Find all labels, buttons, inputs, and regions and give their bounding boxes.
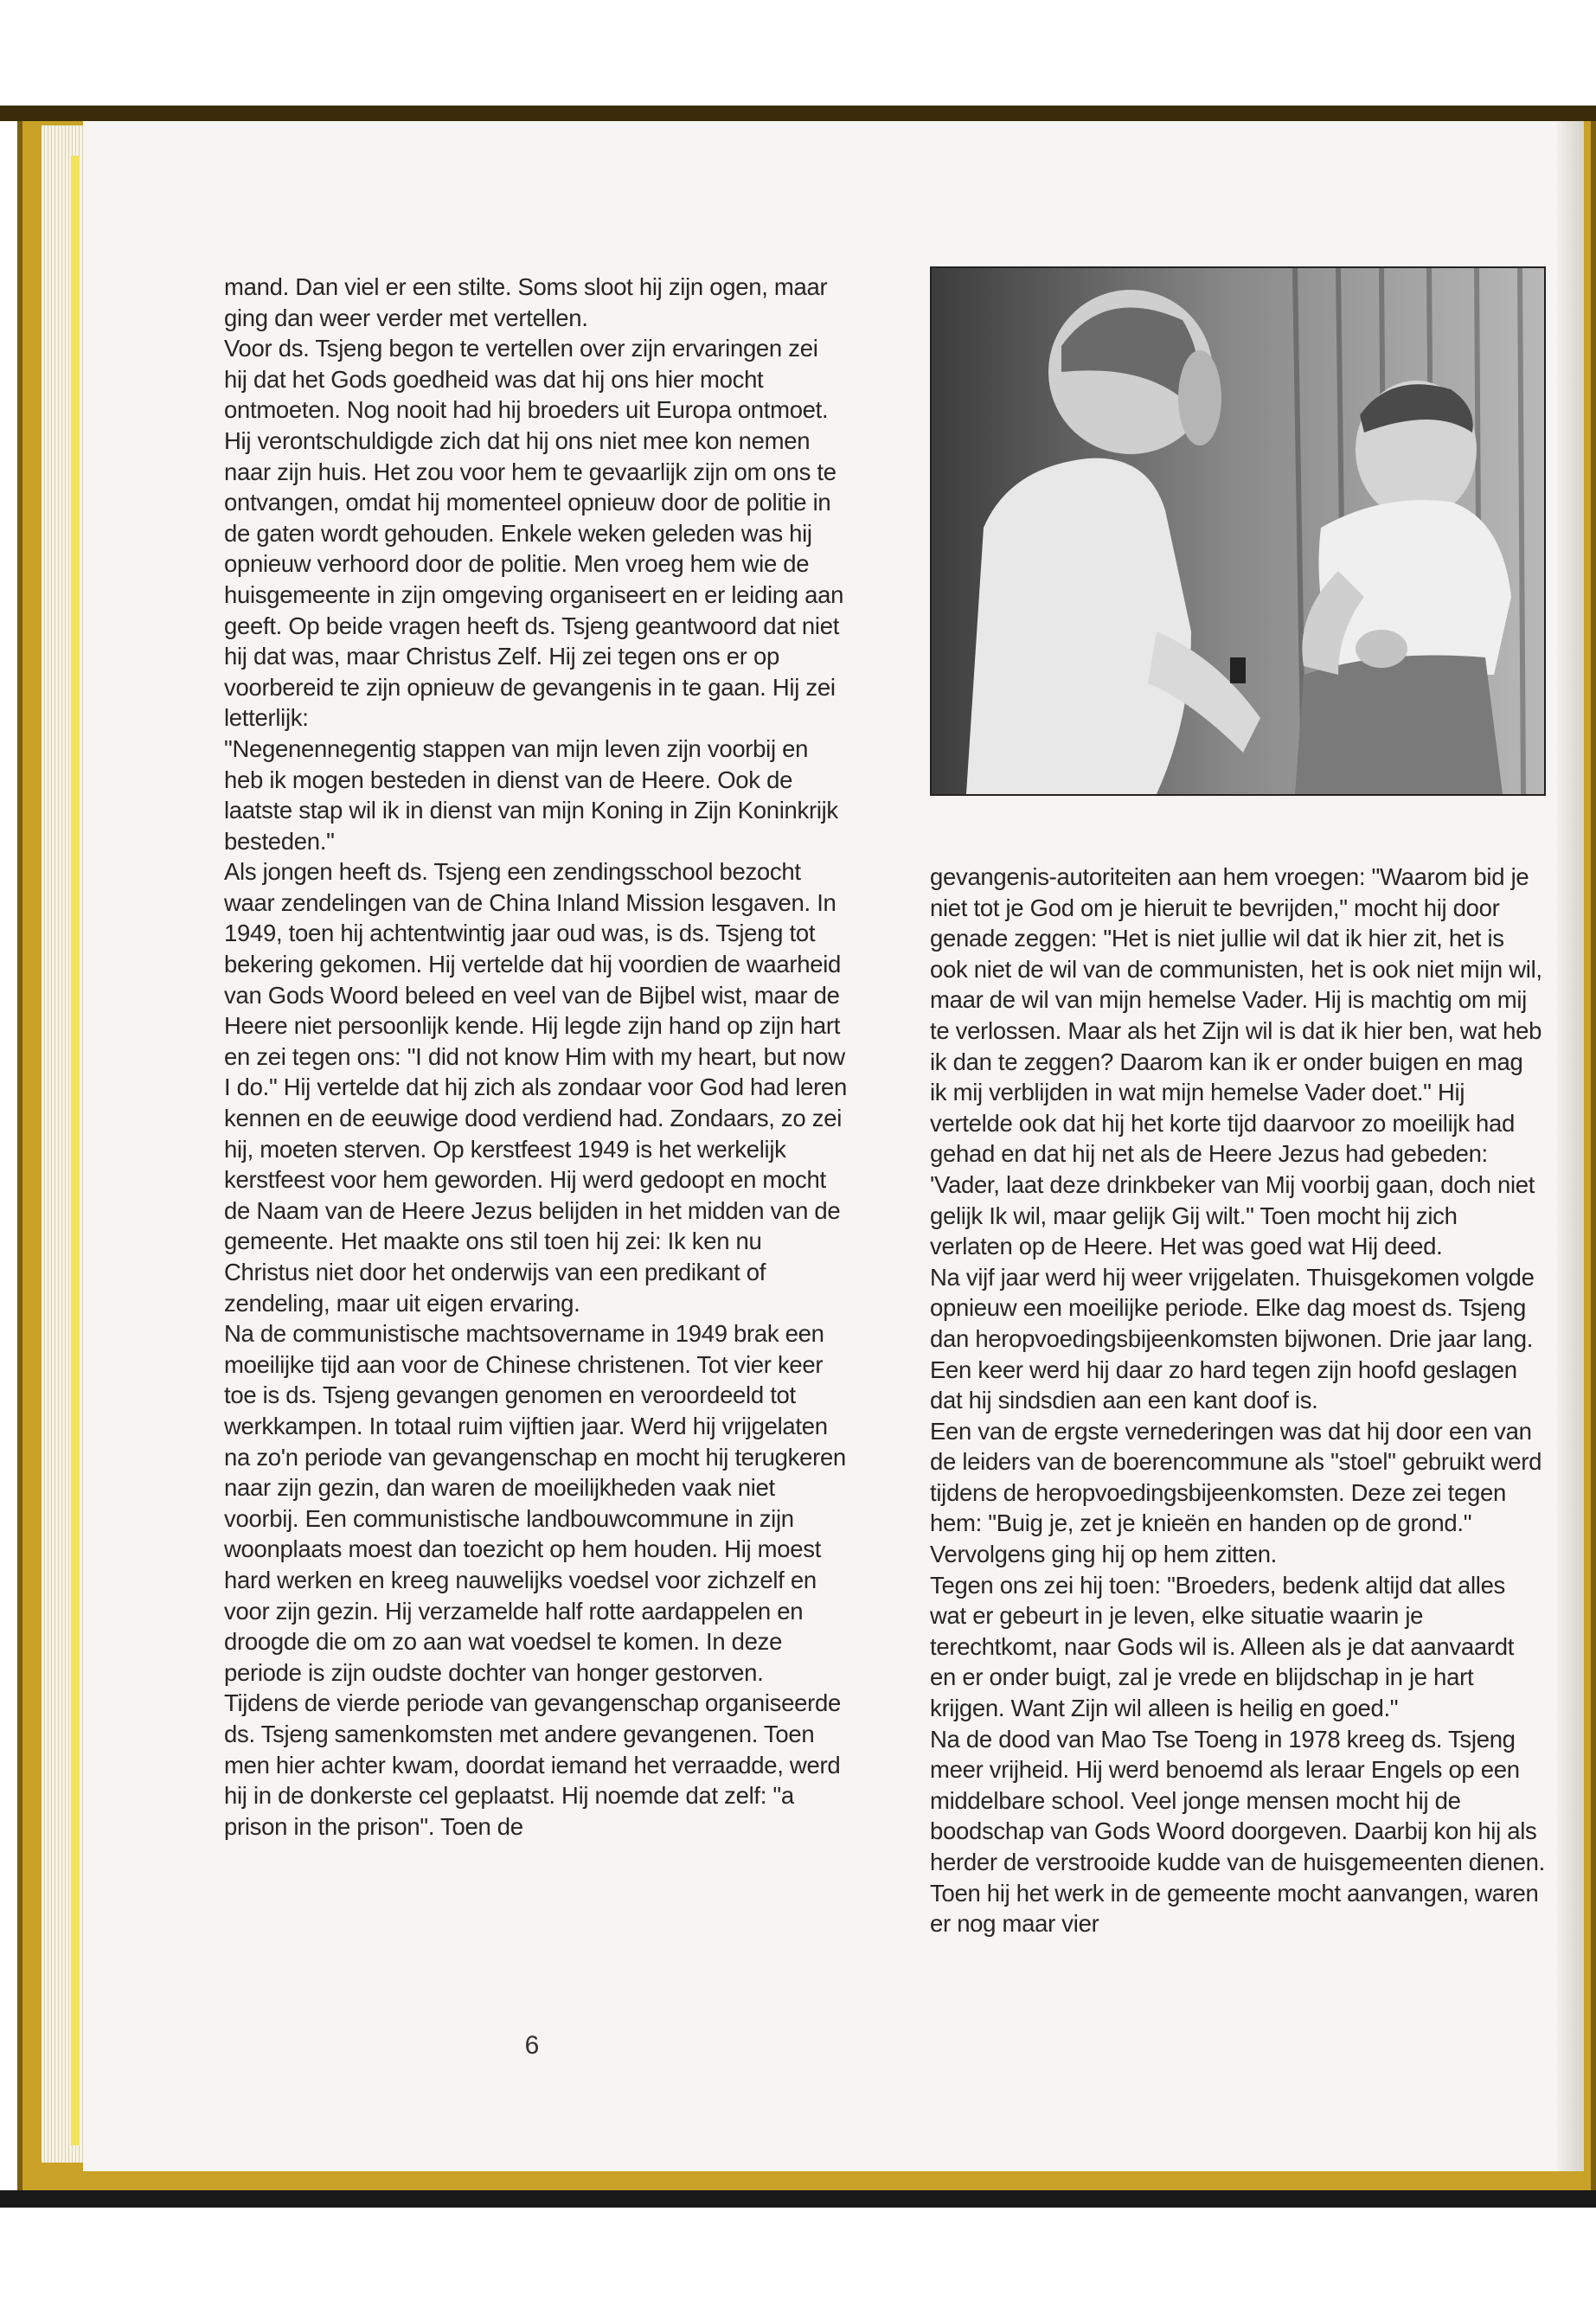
photograph — [930, 266, 1546, 796]
paragraph: Na de communistische machtsovername in 1949 brak een moeilijke tijd aan voor de Chinese christenen. Tot vier keer toe is ds. Tsjeng gevangen genomen en veroordeeld tot werkkampen. In totaal ruim vijftien jaar. Werd hij vrijgelaten na zo'n periode van gevangenschap en mocht hij terugkeren naar zijn gezin, dan waren de moeilijkheden vaak niet voorbij. Een communistische landbouwcommune in zijn woonplaats moest dan toezicht op hem houden. Hij moest hard werken en kreeg nauwelijks voedsel voor zichzelf en voor zijn gezin. Hij verzamelde half rotte aardappelen en droogde die om zo aan wat voedsel te komen. In deze periode is zijn oudste dochter van honger gestorven. — [224, 1320, 846, 1686]
paragraph: Een van de ergste vernederingen was dat hij door een van de leiders van de boerencommune als "stoel" gebruikt werd tijdens de heropvoedingsbijeenkomsten. Deze zei tegen hem: "Buig je, zet je knieën en handen op de grond." Vervolgens ging hij op hem zitten. — [930, 1417, 1542, 1568]
paragraph: Na vijf jaar werd hij weer vrijgelaten. Thuisgekomen volgde opnieuw een moeilijke periode. Elke dag moest ds. Tsjeng dan heropvoedingsbijeenkomsten bijwonen. Drie jaar lang. Een keer werd hij daar zo hard tegen zijn hoofd geslagen dat hij sindsdien aan een kant doof is. — [930, 1263, 1535, 1414]
page-gutter — [1557, 121, 1584, 2171]
paragraph: Tijdens de vierde periode van gevangenschap organiseerde ds. Tsjeng samenkomsten met andere gevangenen. Toen men hier achter kwam, doordat iemand het verraadde, werd hij in de donkerste cel geplaatst. Hij noemde dat zelf: "a prison in the prison". Toen de — [224, 1689, 841, 1840]
paragraph: Tegen ons zei hij toen: "Broeders, bedenk altijd dat alles wat er gebeurt in je leven, elke situatie waarin je terechtkomt, naar Gods wil is. Alleen als je dat aanvaardt en er onder buigt, zal je vrede en blijdschap in je hart krijgen. Want Zijn wil alleen is heilig en goed." — [930, 1571, 1515, 1722]
right-text-column — [930, 862, 1546, 1939]
scan-background — [0, 0, 1596, 112]
paragraph: Voor ds. Tsjeng begon te vertellen over zijn ervaringen zei hij dat het Gods goedheid was dat hij ons hier mocht ontmoeten. Nog nooit had hij broeders uit Europa ontmoet. Hij verontschuldigde zich dat hij ons niet mee kon nemen naar zijn huis. Het zou voor hem te gevaarlijk zijn om ons te ontvangen, omdat hij momenteel opnieuw door de politie in de gaten wordt gehouden. Enkele weken geleden was hij opnieuw verhoord door de politie. Men vroeg hem wie de huisgemeente in zijn omgeving organiseert en er leiding aan geeft. Op beide vragen heeft ds. Tsjeng geantwoord dat niet hij dat was, maar Christus Zelf. Hij zei tegen ons er op voorbereid te zijn opnieuw de gevangenis in te gaan. Hij zei letterlijk: — [224, 335, 844, 732]
scan-bottom-edge — [0, 2190, 1596, 2208]
page-edge-stripe — [71, 156, 80, 2145]
paragraph: Als jongen heeft ds. Tsjeng een zendingsschool bezocht waar zendelingen van de China Inland Mission lesgaven. In 1949, toen hij achtentwintig jaar oud was, is ds. Tsjeng tot bekering gekomen. Hij vertelde dat hij voordien de waarheid van Gods Woord beleed en veel van de Bijbel wist, maar de Heere niet persoonlijk kende. Hij legde zijn hand op zijn hart en zei tegen ons: "I did not know Him with my heart, but now I do." Hij vertelde dat hij zich als zondaar voor God had leren kennen en de eeuwige dood verdiend had. Zondaars, zo zei hij, moeten sterven. Op kerstfeest 1949 is het werkelijk kerstfeest voor hem geworden. Hij werd gedoopt en mocht de Naam van de Heere Jezus belijden in het midden van de gemeente. Het maakte ons stil toen hij zei: Ik ken nu Christus niet door het onderwijs van een predikant of zendeling, maar uit eigen ervaring. — [224, 858, 848, 1317]
paragraph: gevangenis-autoriteiten aan hem vroegen: "Waarom bid je niet tot je God om je hieruit te bevrijden," mocht hij door genade zeggen: "Het is niet jullie wil dat ik hier zit, het is ook niet de wil van de communisten, het is ook niet mijn wil, maar de wil van mijn hemelse Vader. Hij is machtig om mij te verlossen. Maar als het Zijn wil is dat ik hier ben, wat heb ik dan te zeggen? Daarom kan ik er onder buigen en mag ik mij verblijden in wat mijn hemelse Vader doet." Hij vertelde ook dat hij het korte tijd daarvoor zo moeilijk had gehad en dat hij net als de Heere Jezus had gebeden: 'Vader, laat deze drinkbeker van Mij voorbij gaan, doch niet gelijk Ik wil, maar gelijk Gij wilt." Toen mocht hij zich verlaten op de Heere. Het was goed wat Hij deed. — [930, 863, 1542, 1260]
left-text-column — [224, 272, 847, 1842]
photo-two-men-talking — [932, 268, 1544, 794]
cover-top-edge — [0, 106, 1596, 121]
page-edges — [42, 125, 87, 2163]
paragraph: mand. Dan viel er een stilte. Soms sloot hij zijn ogen, maar ging dan weer verder met vertellen. — [224, 273, 828, 331]
paragraph: Na de dood van Mao Tse Toeng in 1978 kreeg ds. Tsjeng meer vrijheid. Hij werd benoemd als leraar Engels op een middelbare school. Veel jonge mensen mocht hij de boodschap van Gods Woord doorgeven. Daarbij kon hij als herder de verstrooide kudde van de huisgemeenten dienen. Toen hij het werk in de gemeente mocht aanvangen, waren er nog maar vier — [930, 1725, 1545, 1938]
page-number: 6 — [524, 2031, 540, 2060]
quote-paragraph: "Negenennegentig stappen van mijn leven zijn voorbij en heb ik mogen besteden in dienst van de Heere. Ook de laatste stap wil ik in dienst van mijn Koning in Zijn Koninkrijk besteden." — [224, 734, 838, 855]
